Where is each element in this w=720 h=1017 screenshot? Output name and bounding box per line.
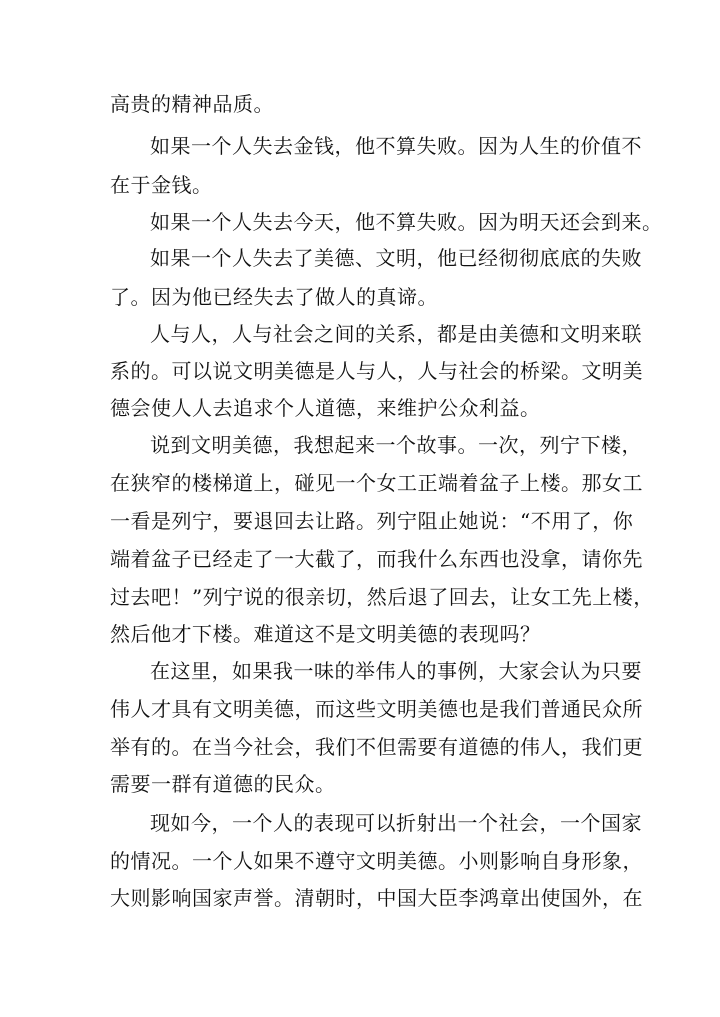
text-line: 举有的。在当今社会，我们不但需要有道德的伟人，我们更 <box>110 735 643 759</box>
text-line: 然后他才下楼。难道这不是文明美德的表现吗？ <box>110 622 541 646</box>
text-line: 如果一个人失去金钱，他不算失败。因为人生的价值不 <box>150 134 642 158</box>
text-line: 端着盆子已经走了一大截了，而我什么东西也没拿，请你先 <box>110 547 643 571</box>
text-line: 系的。可以说文明美德是人与人，人与社会的桥梁。文明美 <box>110 359 643 383</box>
text-line: 德会使人人去追求个人道德，来维护公众利益。 <box>110 396 541 420</box>
text-line: 伟人才具有文明美德，而这些文明美德也是我们普通民众所 <box>110 697 643 721</box>
text-line: 需要一群有道德的民众。 <box>110 772 336 796</box>
text-line: 的情况。一个人如果不遵守文明美德。小则影响自身形象， <box>110 849 643 873</box>
text-line: 过去吧！”列宁说的很亲切，然后退了回去，让女工先上楼， <box>110 585 654 609</box>
text-line: 在这里，如果我一味的举伟人的事例，大家会认为只要 <box>150 659 642 683</box>
text-line: 一看是列宁，要退回去让路。列宁阻止她说：“不用了，你 <box>110 509 634 533</box>
text-line: 现如今，一个人的表现可以折射出一个社会，一个国家 <box>150 811 642 835</box>
text-line: 了。因为他已经失去了做人的真谛。 <box>110 285 438 309</box>
text-line: 如果一个人失去了美德、文明，他已经彻彻底底的失败 <box>150 246 642 270</box>
text-line: 人与人，人与社会之间的关系，都是由美德和文明来联 <box>150 322 642 346</box>
text-line: 大则影响国家声誉。清朝时，中国大臣李鸿章出使国外，在 <box>110 886 643 910</box>
text-line: 在狭窄的楼梯道上，碰见一个女工正端着盆子上楼。那女工 <box>110 471 643 495</box>
text-line: 说到文明美德，我想起来一个故事。一次，列宁下楼， <box>150 433 642 457</box>
text-line: 如果一个人失去今天，他不算失败。因为明天还会到来。 <box>150 210 663 234</box>
text-line: 高贵的精神品质。 <box>110 92 274 116</box>
text-line: 在于金钱。 <box>110 173 213 197</box>
